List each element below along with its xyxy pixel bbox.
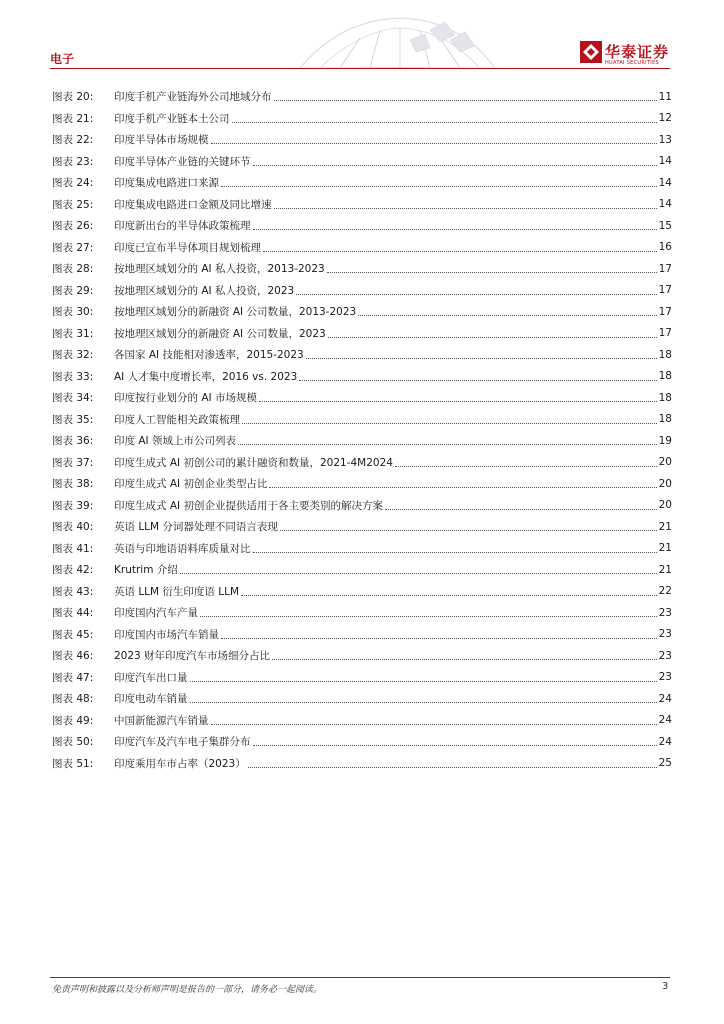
toc-dot-leader bbox=[180, 573, 657, 574]
toc-entry[interactable] bbox=[52, 108, 672, 130]
toc-title: 印度乘用车市占率（2023） bbox=[114, 757, 246, 770]
toc-dot-leader bbox=[248, 767, 657, 768]
toc-entry[interactable] bbox=[52, 753, 672, 775]
header-divider bbox=[50, 68, 670, 69]
toc-dot-leader bbox=[263, 251, 657, 252]
toc-figure-label: 图表 47: bbox=[52, 671, 94, 684]
huatai-logo bbox=[580, 40, 674, 68]
toc-entry[interactable] bbox=[52, 495, 672, 517]
toc-dot-leader bbox=[253, 745, 657, 746]
toc-title: 印度半导体市场规模 bbox=[114, 134, 209, 147]
toc-figure-label: 图表 49: bbox=[52, 714, 94, 727]
toc-figure-label: 图表 26: bbox=[52, 220, 94, 233]
toc-entry[interactable] bbox=[52, 667, 672, 689]
toc-figure-label: 图表 38: bbox=[52, 478, 94, 491]
toc-page-number: 22 bbox=[658, 585, 672, 598]
toc-title: 印度汽车出口量 bbox=[114, 671, 188, 684]
toc-title: 印度生成式 AI 初创企业提供适用于各主要类别的解决方案 bbox=[114, 499, 383, 512]
toc-entry[interactable] bbox=[52, 86, 672, 108]
toc-figure-label: 图表 41: bbox=[52, 542, 94, 555]
toc-entry[interactable] bbox=[52, 280, 672, 302]
toc-dot-leader bbox=[296, 294, 656, 295]
toc-dot-leader bbox=[253, 229, 657, 230]
toc-figure-label: 图表 40: bbox=[52, 521, 94, 534]
toc-entry[interactable] bbox=[52, 538, 672, 560]
toc-title: 印度新出台的半导体政策梳理 bbox=[114, 220, 251, 233]
footer-disclaimer: 免责声明和披露以及分析师声明是报告的一部分，请务必一起阅读。 bbox=[52, 985, 323, 995]
toc-dot-leader bbox=[221, 638, 657, 639]
toc-dot-leader bbox=[272, 659, 657, 660]
toc-title: 印度生成式 AI 初创公司的累计融资和数量，2021-4M2024 bbox=[114, 456, 393, 469]
toc-title: 印度国内市场汽车销量 bbox=[114, 628, 219, 641]
toc-title: 按地理区域划分的新融资 AI 公司数量，2023 bbox=[114, 327, 326, 340]
toc-page-number: 24 bbox=[658, 714, 672, 727]
toc-page-number: 20 bbox=[658, 456, 672, 469]
toc-dot-leader bbox=[241, 595, 657, 596]
header-decoration-graphic bbox=[280, 10, 510, 72]
section-label: 电子 bbox=[50, 52, 75, 66]
toc-entry[interactable] bbox=[52, 645, 672, 667]
toc-figure-label: 图表 51: bbox=[52, 757, 94, 770]
toc-page-number: 16 bbox=[658, 241, 672, 254]
toc-entry[interactable] bbox=[52, 151, 672, 173]
toc-dot-leader bbox=[211, 143, 657, 144]
toc-entry[interactable] bbox=[52, 258, 672, 280]
toc-page-number: 17 bbox=[658, 284, 672, 297]
toc-dot-leader bbox=[306, 358, 657, 359]
toc-page-number: 20 bbox=[658, 499, 672, 512]
toc-entry[interactable] bbox=[52, 473, 672, 495]
toc-title: 英语 LLM 衍生印度语 LLM bbox=[114, 585, 240, 598]
toc-page-number: 14 bbox=[658, 198, 672, 211]
toc-figure-label: 图表 27: bbox=[52, 241, 94, 254]
toc-dot-leader bbox=[299, 380, 656, 381]
toc-figure-label: 图表 24: bbox=[52, 177, 94, 190]
toc-page-number: 15 bbox=[658, 219, 672, 232]
toc-figure-label: 图表 43: bbox=[52, 585, 94, 598]
toc-figure-label: 图表 37: bbox=[52, 456, 94, 469]
toc-title: 印度按行业划分的 AI 市场规模 bbox=[114, 392, 257, 405]
toc-entry[interactable] bbox=[52, 344, 672, 366]
toc-title: 印度 AI 领域上市公司列表 bbox=[114, 435, 236, 448]
toc-figure-label: 图表 44: bbox=[52, 607, 94, 620]
toc-dot-leader bbox=[221, 186, 657, 187]
toc-page-number: 18 bbox=[658, 413, 672, 426]
toc-figure-label: 图表 25: bbox=[52, 198, 94, 211]
toc-dot-leader bbox=[242, 423, 657, 424]
toc-page-number: 19 bbox=[658, 434, 672, 447]
toc-page-number: 23 bbox=[658, 628, 672, 641]
toc-dot-leader bbox=[253, 165, 657, 166]
toc-figure-label: 图表 39: bbox=[52, 499, 94, 512]
toc-dot-leader bbox=[280, 530, 657, 531]
toc-page-number: 12 bbox=[658, 112, 672, 125]
toc-page-number: 24 bbox=[658, 735, 672, 748]
toc-title: 中国新能源汽车销量 bbox=[114, 714, 209, 727]
toc-dot-leader bbox=[328, 337, 657, 338]
toc-entry[interactable] bbox=[52, 581, 672, 603]
logo-english-text: HUATAI SECURITIES bbox=[605, 60, 659, 66]
toc-page-number: 23 bbox=[658, 606, 672, 619]
toc-title: 印度生成式 AI 初创企业类型占比 bbox=[114, 478, 268, 491]
toc-dot-leader bbox=[190, 681, 657, 682]
toc-title: 印度汽车及汽车电子集群分布 bbox=[114, 736, 251, 749]
toc-entry[interactable] bbox=[52, 710, 672, 732]
page-number: 3 bbox=[662, 981, 669, 992]
toc-dot-leader bbox=[274, 100, 657, 101]
toc-title: 按地理区域划分的 AI 私人投资，2023 bbox=[114, 284, 295, 297]
toc-title: 各国家 AI 技能相对渗透率，2015-2023 bbox=[114, 349, 304, 362]
toc-figure-label: 图表 46: bbox=[52, 650, 94, 663]
toc-entry[interactable] bbox=[52, 387, 672, 409]
toc-figure-label: 图表 30: bbox=[52, 306, 94, 319]
toc-figure-label: 图表 50: bbox=[52, 736, 94, 749]
toc-dot-leader bbox=[385, 509, 657, 510]
toc-figure-label: 图表 28: bbox=[52, 263, 94, 276]
toc-title: 印度已宣布半导体项目规划梳理 bbox=[114, 241, 261, 254]
toc-dot-leader bbox=[211, 724, 657, 725]
toc-title: 印度国内汽车产量 bbox=[114, 607, 198, 620]
toc-figure-label: 图表 34: bbox=[52, 392, 94, 405]
toc-title: 印度人工智能相关政策梳理 bbox=[114, 413, 240, 426]
toc-figure-label: 图表 22: bbox=[52, 134, 94, 147]
toc-dot-leader bbox=[274, 208, 657, 209]
toc-title: 印度集成电路进口来源 bbox=[114, 177, 219, 190]
toc-dot-leader bbox=[232, 122, 657, 123]
toc-page-number: 14 bbox=[658, 155, 672, 168]
toc-title: 印度手机产业链海外公司地域分布 bbox=[114, 91, 272, 104]
toc-page-number: 25 bbox=[658, 757, 672, 770]
toc-page-number: 18 bbox=[658, 348, 672, 361]
toc-dot-leader bbox=[190, 702, 657, 703]
toc-page-number: 18 bbox=[658, 370, 672, 383]
toc-page-number: 18 bbox=[658, 391, 672, 404]
toc-page-number: 20 bbox=[658, 477, 672, 490]
toc-page-number: 21 bbox=[658, 520, 672, 533]
toc-page-number: 23 bbox=[658, 649, 672, 662]
footer-divider bbox=[50, 977, 670, 978]
toc-figure-label: 图表 21: bbox=[52, 112, 94, 125]
toc-entry[interactable] bbox=[52, 129, 672, 151]
toc-dot-leader bbox=[238, 444, 657, 445]
toc-dot-leader bbox=[259, 401, 657, 402]
toc-figure-label: 图表 45: bbox=[52, 628, 94, 641]
toc-figure-label: 图表 42: bbox=[52, 564, 94, 577]
toc-dot-leader bbox=[358, 315, 656, 316]
toc-title: 印度电动车销量 bbox=[114, 693, 188, 706]
toc-page-number: 24 bbox=[658, 692, 672, 705]
toc-figure-label: 图表 29: bbox=[52, 284, 94, 297]
toc-page-number: 17 bbox=[658, 262, 672, 275]
toc-title: 按地理区域划分的 AI 私人投资，2013-2023 bbox=[114, 263, 325, 276]
toc-title: AI 人才集中度增长率，2016 vs. 2023 bbox=[114, 370, 298, 383]
toc-page-number: 21 bbox=[658, 563, 672, 576]
toc-title: 英语 LLM 分词器处理不同语言表现 bbox=[114, 521, 278, 534]
toc-page-number: 13 bbox=[658, 133, 672, 146]
toc-entry[interactable] bbox=[52, 731, 672, 753]
toc-figure-label: 图表 23: bbox=[52, 155, 94, 168]
page-header bbox=[0, 0, 724, 80]
toc-figure-label: 图表 33: bbox=[52, 370, 94, 383]
toc-entry[interactable] bbox=[52, 237, 672, 259]
figure-index bbox=[52, 86, 672, 774]
toc-page-number: 11 bbox=[658, 90, 672, 103]
toc-entry[interactable] bbox=[52, 301, 672, 323]
logo-chinese-text: 华泰证券 bbox=[605, 43, 670, 61]
toc-figure-label: 图表 20: bbox=[52, 91, 94, 104]
toc-entry[interactable] bbox=[52, 624, 672, 646]
toc-entry[interactable] bbox=[52, 602, 672, 624]
toc-title: 印度集成电路进口金额及同比增速 bbox=[114, 198, 272, 211]
toc-page-number: 17 bbox=[658, 305, 672, 318]
toc-entry[interactable] bbox=[52, 409, 672, 431]
toc-figure-label: 图表 32: bbox=[52, 349, 94, 362]
toc-figure-label: 图表 35: bbox=[52, 413, 94, 426]
toc-page-number: 23 bbox=[658, 671, 672, 684]
toc-title: 印度半导体产业链的关键环节 bbox=[114, 155, 251, 168]
toc-title: 2023 财年印度汽车市场细分占比 bbox=[114, 650, 271, 663]
toc-dot-leader bbox=[395, 466, 657, 467]
toc-title: 英语与印地语语料库质量对比 bbox=[114, 542, 251, 555]
toc-entry[interactable] bbox=[52, 688, 672, 710]
toc-entry[interactable] bbox=[52, 559, 672, 581]
toc-page-number: 21 bbox=[658, 542, 672, 555]
toc-entry[interactable] bbox=[52, 516, 672, 538]
toc-entry[interactable] bbox=[52, 172, 672, 194]
toc-title: 按地理区域划分的新融资 AI 公司数量，2013-2023 bbox=[114, 306, 357, 319]
toc-dot-leader bbox=[200, 616, 657, 617]
toc-entry[interactable] bbox=[52, 323, 672, 345]
toc-title: 印度手机产业链本土公司 bbox=[114, 112, 230, 125]
toc-dot-leader bbox=[327, 272, 657, 273]
toc-page-number: 14 bbox=[658, 176, 672, 189]
toc-figure-label: 图表 31: bbox=[52, 327, 94, 340]
toc-figure-label: 图表 36: bbox=[52, 435, 94, 448]
toc-entry[interactable] bbox=[52, 452, 672, 474]
logo-mark-icon bbox=[580, 41, 602, 63]
toc-page-number: 17 bbox=[658, 327, 672, 340]
toc-entry[interactable] bbox=[52, 430, 672, 452]
toc-entry[interactable] bbox=[52, 215, 672, 237]
toc-figure-label: 图表 48: bbox=[52, 693, 94, 706]
toc-entry[interactable] bbox=[52, 366, 672, 388]
toc-title: Krutrim 介绍 bbox=[114, 564, 178, 577]
toc-dot-leader bbox=[269, 487, 656, 488]
toc-dot-leader bbox=[253, 552, 657, 553]
toc-entry[interactable] bbox=[52, 194, 672, 216]
